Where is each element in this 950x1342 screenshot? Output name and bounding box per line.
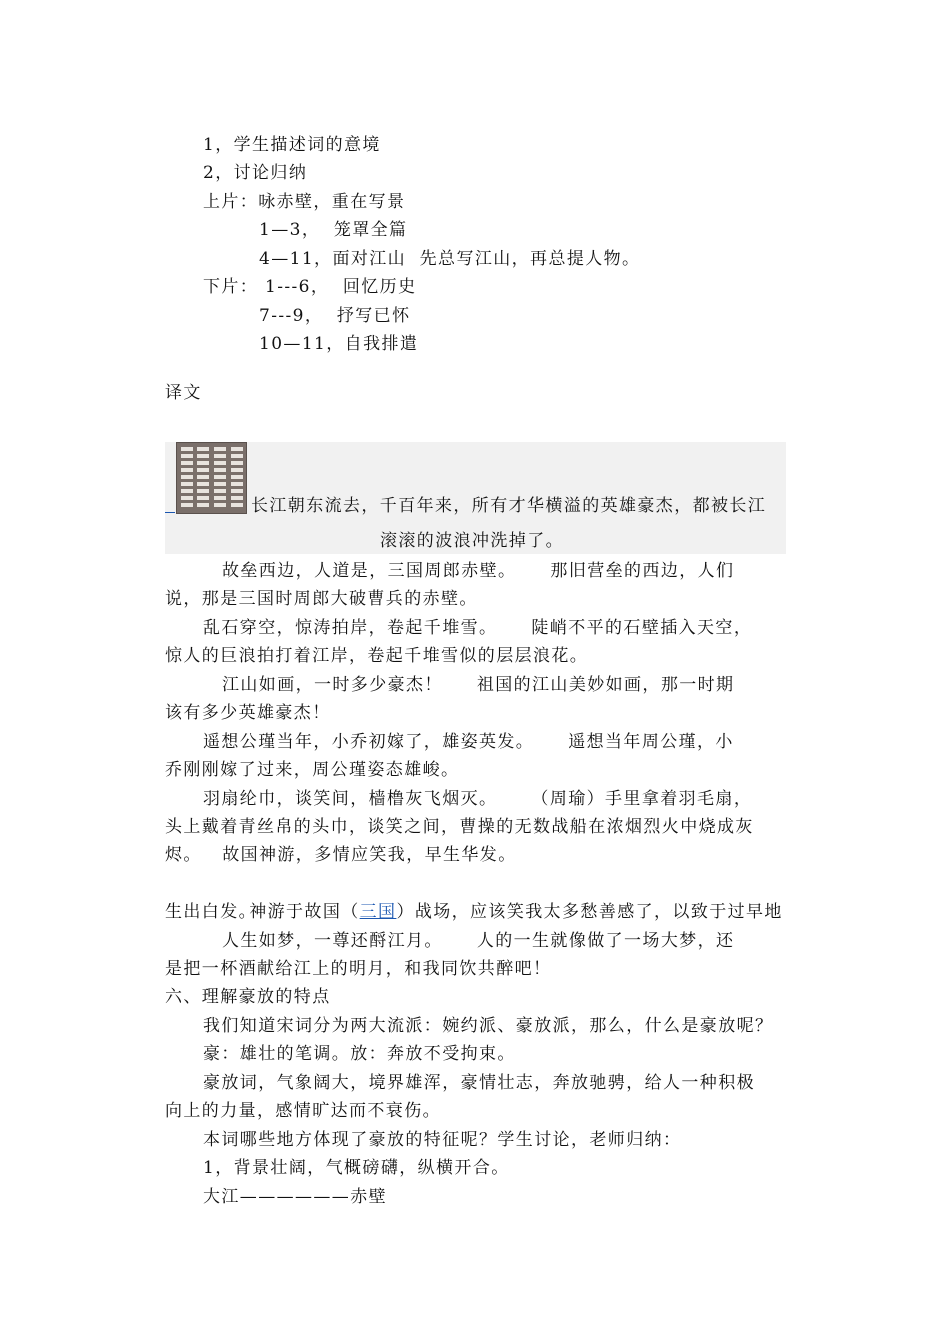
section-line: 本词哪些地方体现了豪放的特征呢？学生讨论，老师归纳： bbox=[203, 1130, 682, 1150]
image-link-underline bbox=[165, 512, 175, 513]
translation-line: 江山如画，一时多少豪杰！ 祖国的江山美妙如画，那一时期 bbox=[222, 675, 735, 695]
translation-line: 生出白发。 bbox=[165, 902, 257, 922]
outline-item: 2，讨论归纳 bbox=[203, 163, 308, 183]
translation-line: 乔刚刚嫁了过来，周公瑾姿态雄峻。 bbox=[165, 760, 460, 780]
section-line: 我们知道宋词分为两大流派：婉约派、豪放派，那么，什么是豪放呢？ bbox=[203, 1016, 774, 1036]
section-line: 大江——————赤壁 bbox=[203, 1187, 387, 1207]
translation-line: 羽扇纶巾，谈笑间，樯橹灰飞烟灭。 （周瑜）手里拿着羽毛扇， bbox=[203, 789, 753, 809]
outline-item: 10—11，自我排遣 bbox=[259, 334, 419, 354]
outline-item: 上片：咏赤壁，重在写景 bbox=[203, 192, 406, 212]
shaded-line: 长江朝东流去，千百年来，所有才华横溢的英雄豪杰，都被长江 bbox=[251, 496, 767, 516]
section-line: 豪：雄壮的笔调。放：奔放不受拘束。 bbox=[203, 1044, 516, 1064]
translation-line: 头上戴着青丝帛的头巾，谈笑之间，曹操的无数战船在浓烟烈火中烧成灰 bbox=[165, 817, 754, 837]
line-text: 神游于故国（ bbox=[249, 902, 360, 922]
outline-item: 1—3， 笼罩全篇 bbox=[259, 220, 408, 240]
shaded-line: 滚滚的波浪冲洗掉了。 bbox=[380, 531, 564, 551]
outline-item: 7---9， 抒写已怀 bbox=[259, 306, 411, 326]
section-line: 1，背景壮阔，气概磅礴，纵横开合。 bbox=[203, 1158, 510, 1178]
translation-heading: 译文 bbox=[165, 383, 202, 403]
section-heading: 六、理解豪放的特点 bbox=[165, 987, 331, 1007]
translation-line: 烬。 故国神游，多情应笑我，早生华发。 bbox=[165, 845, 517, 865]
translation-line: 惊人的巨浪拍打着江岸，卷起千堆雪似的层层浪花。 bbox=[165, 646, 589, 666]
outline-item: 下片： 1---6， 回忆历史 bbox=[203, 277, 417, 297]
text-scroll-image[interactable] bbox=[176, 442, 247, 514]
translation-line: 是把一杯酒献给江上的明月，和我同饮共醉吧！ bbox=[165, 959, 552, 979]
link-sanguo[interactable]: 三国 bbox=[359, 902, 397, 922]
line-text: ）战场，应该笑我太多愁善感了，以致于过早地 bbox=[396, 902, 783, 922]
translation-line: 遥想公瑾当年，小乔初嫁了，雄姿英发。 遥想当年周公瑾，小 bbox=[203, 732, 734, 752]
section-line: 向上的力量，感情旷达而不衰伤。 bbox=[165, 1101, 441, 1121]
translation-line: 人生如梦，一尊还酹江月。 人的一生就像做了一场大梦，还 bbox=[222, 931, 735, 951]
translation-line: 该有多少英雄豪杰！ bbox=[165, 703, 331, 723]
outline-item: 1，学生描述词的意境 bbox=[203, 135, 381, 155]
section-line: 豪放词，气象阔大，境界雄浑，豪情壮志，奔放驰骋，给人一种积极 bbox=[203, 1073, 755, 1093]
translation-line: 乱石穿空，惊涛拍岸，卷起千堆雪。 陡峭不平的石壁插入天空， bbox=[203, 618, 753, 638]
translation-line: 说，那是三国时周郎大破曹兵的赤壁。 bbox=[165, 589, 478, 609]
translation-line: 故垒西边，人道是，三国周郎赤壁。 那旧营垒的西边，人们 bbox=[222, 561, 735, 581]
outline-item: 4—11，面对江山 先总写江山，再总提人物。 bbox=[259, 249, 641, 269]
